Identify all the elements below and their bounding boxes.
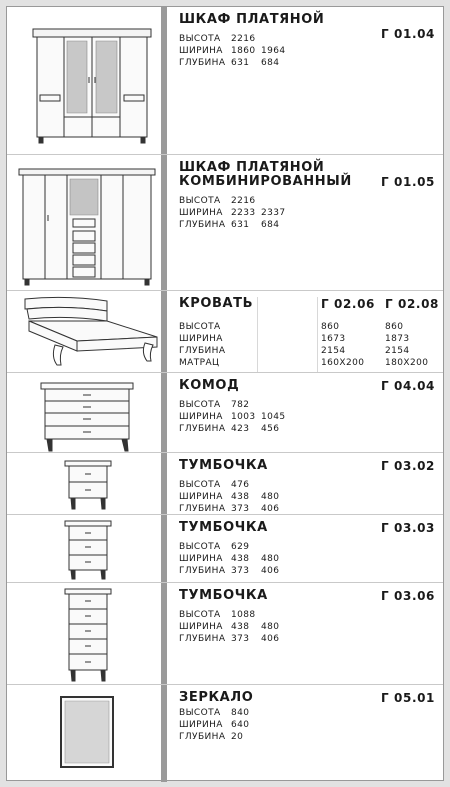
vertical-rule [161,155,167,290]
item-nightstand-tall [7,583,443,685]
dimension-row: ГЛУБИНА 373 406 [179,634,280,644]
nightstand-tall-drawing [7,583,159,685]
dimension-row: ВЫСОТА 1088 [179,610,256,620]
dimension-row: ГЛУБИНА 373 406 [179,504,280,514]
item-info [179,459,435,514]
dimension-row: ШИРИНА 438 480 [179,554,280,564]
dimension-list [179,609,435,645]
item-title: ЗЕРКАЛО [179,690,254,705]
mirror-illustration [7,685,159,782]
dimension-row: ГЛУБИНА 631 684 [179,220,280,230]
item-code: Г 01.05 [381,175,435,189]
item-info [179,521,435,582]
variant-values: 860 1673 2154 160X200 [321,322,365,368]
combined-wardrobe-illustration [7,155,159,290]
variant-values: 860 1873 2154 180X200 [385,322,429,368]
item-code: Г 03.03 [381,521,435,535]
variant-code: Г 02.06 [321,297,375,311]
column-divider [257,297,258,372]
nightstand-small-drawing [7,453,159,515]
item-info [179,296,439,372]
dimension-row: ГЛУБИНА 20 [179,732,244,742]
item-title: ТУМБОЧКА [179,520,268,535]
dimension-row: ВЫСОТА 782 [179,400,250,410]
vertical-rule [161,515,167,582]
bed-variant [321,297,377,369]
dimension-row: ВЫСОТА 629 [179,542,250,552]
item-nightstand-medium [7,515,443,583]
vertical-rule [161,291,167,372]
item-wardrobe [7,7,443,155]
catalog-sheet [6,6,444,781]
bed-illustration [7,291,159,372]
dimension-row: ВЫСОТА 2216 [179,196,256,206]
vertical-rule [161,7,167,154]
item-title: ТУМБОЧКА [179,458,268,473]
item-info [179,161,435,290]
dimension-row: ШИРИНА 2233 2337 [179,208,286,218]
wardrobe-illustration [7,7,159,154]
item-title: ШКАФ ПЛАТЯНОЙ [179,12,325,27]
nightstand-tall-illustration [7,583,159,684]
dimension-labels: ВЫСОТА ШИРИНА ГЛУБИНА МАТРАЦ [179,322,226,368]
dimension-row: ШИРИНА 438 480 [179,622,280,632]
chest-illustration [7,373,159,452]
item-code: Г 03.06 [381,589,435,603]
item-info [179,13,435,154]
item-code: Г 03.02 [381,459,435,473]
mirror-drawing [7,685,159,782]
nightstand-small-illustration [7,453,159,514]
item-code: Г 05.01 [381,691,435,705]
vertical-rule [161,583,167,684]
dimension-row: ВЫСОТА 840 [179,708,250,718]
dimension-list [179,541,435,577]
item-mirror [7,685,443,782]
item-code: Г 01.04 [381,27,435,41]
item-title: ШКАФ ПЛАТЯНОЙ КОМБИНИРОВАННЫЙ [179,160,352,189]
item-info [179,691,435,782]
item-bed [7,291,443,373]
item-title: ТУМБОЧКА [179,588,268,603]
dimension-list [179,707,435,743]
bed-variant [385,297,441,369]
item-info [179,379,435,452]
dimension-row: ВЫСОТА 476 [179,480,250,490]
item-title: КРОВАТЬ [179,296,254,311]
dimension-row: ГЛУБИНА 631 684 [179,58,280,68]
vertical-rule [161,373,167,452]
item-chest [7,373,443,453]
nightstand-medium-drawing [7,515,159,583]
item-combined-wardrobe [7,155,443,291]
dimension-list [179,399,435,435]
dimension-row: ГЛУБИНА 373 406 [179,566,280,576]
vertical-rule [161,685,167,782]
item-code: Г 04.04 [381,379,435,393]
combined-wardrobe-drawing [7,155,159,291]
dimension-list [179,195,435,231]
bed-drawing [7,291,159,373]
chest-drawing [7,373,159,453]
dimension-row: ШИРИНА 438 480 [179,492,280,502]
item-title: КОМОД [179,378,240,393]
column-divider [317,297,318,372]
item-nightstand-small [7,453,443,515]
dimension-row: ШИРИНА 1003 1045 [179,412,286,422]
dimension-list [179,479,435,515]
dimension-row: ШИРИНА 1860 1964 [179,46,286,56]
variant-code: Г 02.08 [385,297,439,311]
dimension-row: ВЫСОТА 2216 [179,34,256,44]
item-info [179,589,435,684]
nightstand-medium-illustration [7,515,159,582]
vertical-rule [161,453,167,514]
wardrobe-drawing [7,7,159,155]
dimension-row: ГЛУБИНА 423 456 [179,424,280,434]
dimension-row: ШИРИНА 640 [179,720,250,730]
